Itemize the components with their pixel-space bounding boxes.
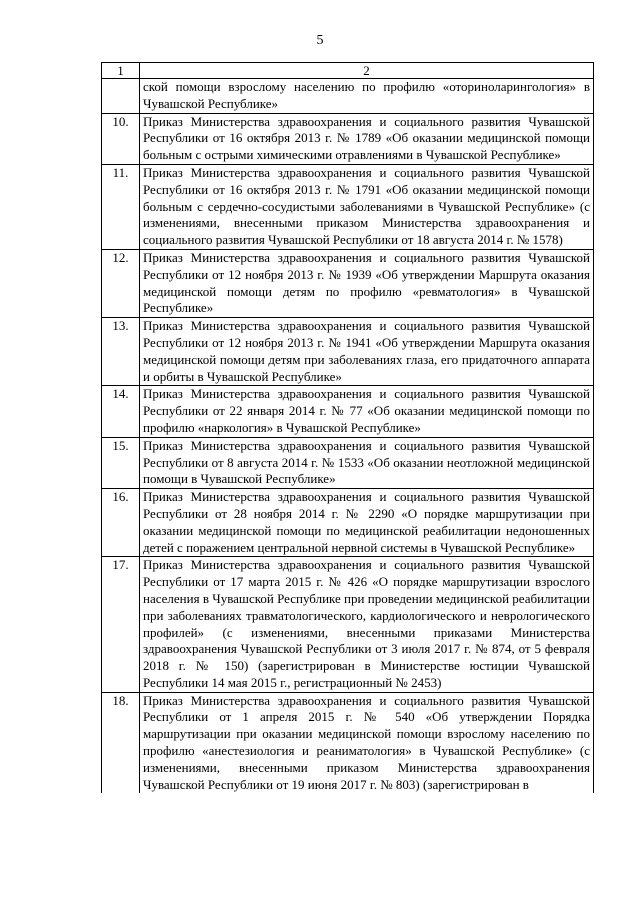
table-row <box>102 164 594 249</box>
table-row <box>102 489 594 557</box>
table-row <box>102 386 594 437</box>
row-number: 15. <box>102 437 140 488</box>
table-header-row <box>102 63 594 79</box>
row-number: 14. <box>102 386 140 437</box>
table-row <box>102 249 594 317</box>
column-header-number: 1 <box>102 63 140 79</box>
row-text: Приказ Министерства здравоохранения и социального развития Чувашской Республики от 1 апреля 2015 г. № 540 «Об утверждении Порядка маршрутизации при оказании медицинской помощи взрослому населению по профилю «анестезиология и реаниматология» в Чувашской Республике» (с изменениями, внесенными приказом Министерства здравоохранения Чувашской Республики от 19 июня 2017 г. № 803) (зарегистрирован в <box>140 692 594 793</box>
row-number: 12. <box>102 249 140 317</box>
row-number: 18. <box>102 692 140 793</box>
row-number: 17. <box>102 557 140 692</box>
row-text: Приказ Министерства здравоохранения и социального развития Чувашской Республики от 17 марта 2015 г. № 426 «О порядке маршрутизации взрослого населения в Чувашской Республике при проведении медицинской реабилитации при заболеваниях травматологического, кардиологического и неврологического профилей» (с изменениями, внесенными приказами Министерства здравоохранения Чувашской Республики от 3 июля 2017 г. № 874, от 5 февраля 2018 г. № 150) (зарегистрирован в Министерстве юстиции Чувашской Республики 14 мая 2015 г., регистрационный № 2453) <box>140 557 594 692</box>
page-number: 5 <box>316 33 324 48</box>
document-table <box>101 62 594 793</box>
row-text: Приказ Министерства здравоохранения и социального развития Чувашской Республики от 16 октября 2013 г. № 1789 «Об оказании медицинской помощи больным с острыми химическими отравлениями в Чувашской Республике» <box>140 113 594 164</box>
column-header-text: 2 <box>140 63 594 79</box>
row-text: ской помощи взрослому населению по профилю «оториноларингология» в Чувашской Республике» <box>140 79 594 114</box>
row-number: 10. <box>102 113 140 164</box>
table-row <box>102 113 594 164</box>
table-row <box>102 437 594 488</box>
table-row <box>102 318 594 386</box>
row-text: Приказ Министерства здравоохранения и социального развития Чувашской Республики от 22 января 2014 г. № 77 «Об оказании медицинской помощи по профилю «наркология» в Чувашской Республике» <box>140 386 594 437</box>
row-number: 16. <box>102 489 140 557</box>
row-text: Приказ Министерства здравоохранения и социального развития Чувашской Республики от 8 августа 2014 г. № 1533 «Об оказании неотложной медицинской помощи в Чувашской Республике» <box>140 437 594 488</box>
table-row <box>102 79 594 114</box>
table-row <box>102 557 594 692</box>
row-text: Приказ Министерства здравоохранения и социального развития Чувашской Республики от 16 октября 2013 г. № 1791 «Об оказании медицинской помощи больным с сердечно-сосудистыми заболеваниями в Чувашской Республике» (с изменениями, внесенными приказом Министерства здравоохранения и социального развития Чувашской Республики от 18 августа 2014 г. № 1578) <box>140 164 594 249</box>
row-number: 13. <box>102 318 140 386</box>
table-row <box>102 692 594 793</box>
row-number: 11. <box>102 164 140 249</box>
row-text: Приказ Министерства здравоохранения и социального развития Чувашской Республики от 28 ноября 2014 г. № 2290 «О порядке маршрутизации при оказании медицинской помощи по медицинской реабилитации недоношенных детей с поражением центральной нервной системы в Чувашской Республике» <box>140 489 594 557</box>
row-text: Приказ Министерства здравоохранения и социального развития Чувашской Республики от 12 ноября 2013 г. № 1939 «Об утверждении Маршрута оказания медицинской помощи детям по профилю «ревматология» в Чувашской Республике» <box>140 249 594 317</box>
row-number <box>102 79 140 114</box>
row-text: Приказ Министерства здравоохранения и социального развития Чувашской Республики от 12 ноября 2013 г. № 1941 «Об утверждении Маршрута оказания медицинской помощи детям при заболеваниях глаза, его придаточного аппарата и орбиты в Чувашской Республике» <box>140 318 594 386</box>
